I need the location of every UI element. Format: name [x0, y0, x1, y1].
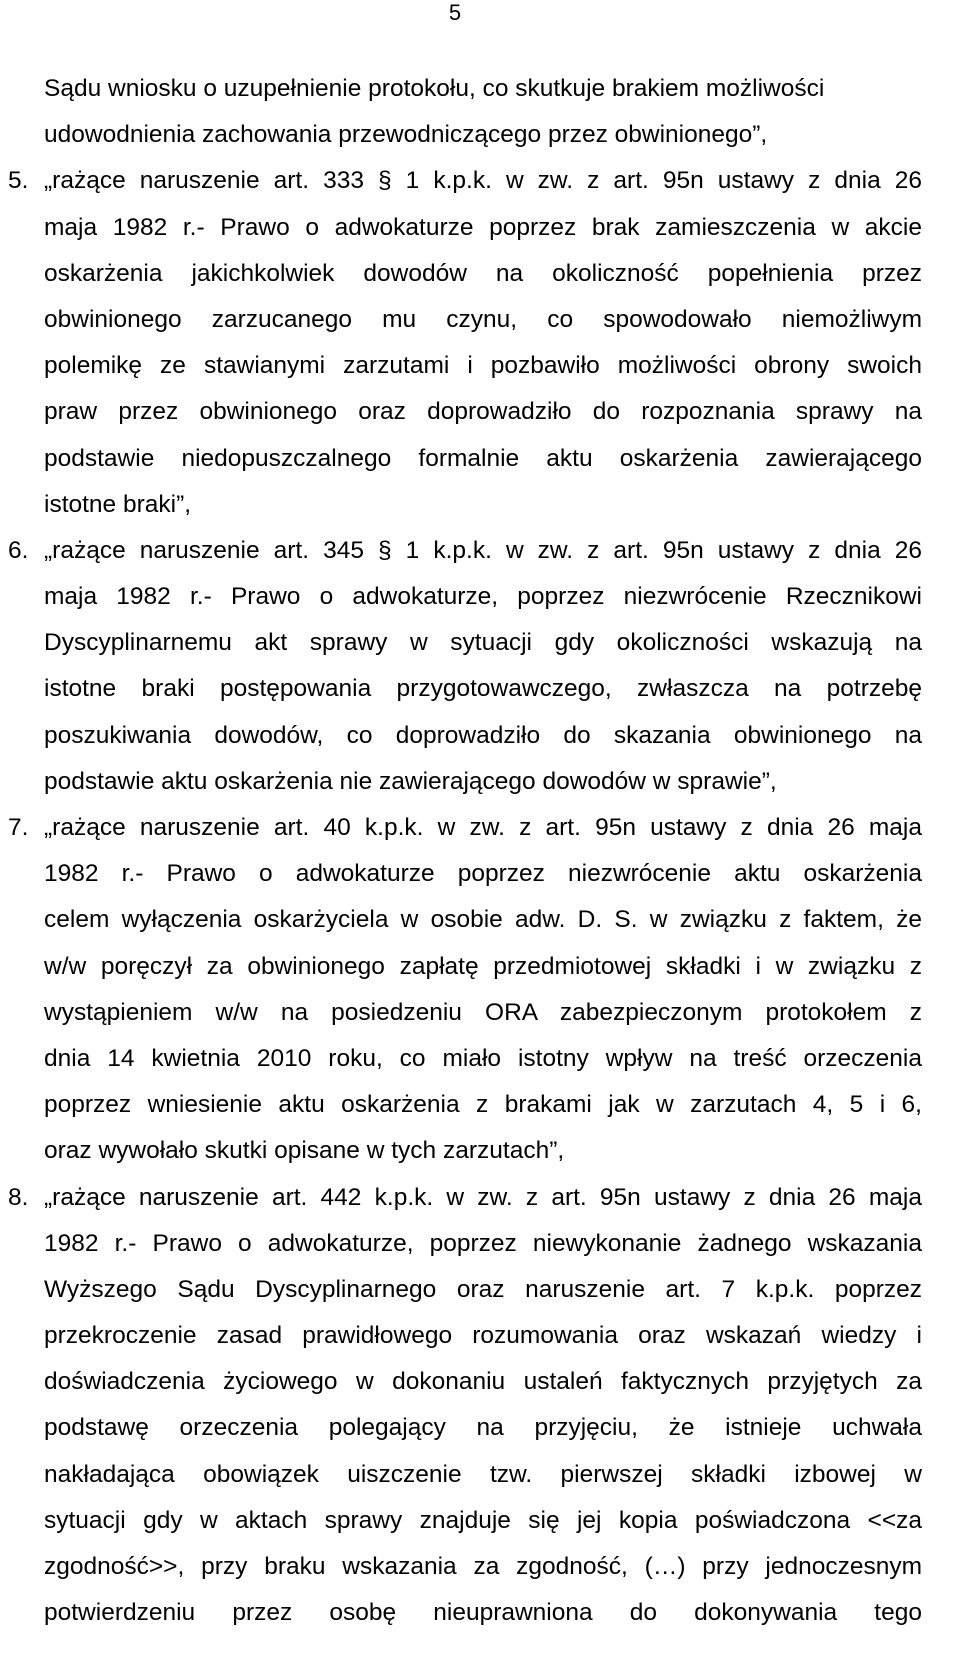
text-line [0, 1359, 960, 1405]
line-text: praw przez obwinionego oraz doprowadziło do rozpoznania sprawy na [44, 398, 922, 426]
text-line [0, 436, 960, 482]
line-text: Dyscyplinarnemu akt sprawy w sytuacji gdy okoliczności wskazują na [44, 629, 922, 657]
list-item-number: 6. [8, 536, 29, 564]
line-text: istotne braki postępowania przygotowawczego, zwłaszcza na potrzebę [44, 675, 922, 703]
text-line [0, 482, 960, 528]
line-text: maja 1982 r.- Prawo o adwokaturze poprzez brak zamieszczenia w akcie [44, 213, 922, 241]
text-line [0, 990, 960, 1036]
line-text: wystąpieniem w/w na posiedzeniu ORA zabezpieczonym protokołem z [44, 998, 922, 1026]
line-text: udowodnienia zachowania przewodniczącego przez obwinionego”, [44, 121, 768, 149]
line-text: oraz wywołało skutki opisane w tych zarzutach”, [44, 1137, 565, 1165]
text-line [0, 1590, 960, 1636]
line-text: poprzez wniesienie aktu oskarżenia z brakami jak w zarzutach 4, 5 i 6, [44, 1091, 922, 1119]
line-text: istotne braki”, [44, 490, 192, 518]
text-line [0, 713, 960, 759]
line-text: poszukiwania dowodów, co doprowadziło do skazania obwinionego na [44, 721, 922, 749]
text-line [0, 574, 960, 620]
text-line [0, 1175, 960, 1221]
line-text: dnia 14 kwietnia 2010 roku, co miało istotny wpływ na treść orzeczenia [44, 1044, 922, 1072]
line-text: obwinionego zarzucanego mu czynu, co spowodowało niemożliwym [44, 305, 922, 333]
text-line [0, 389, 960, 435]
text-line [0, 66, 960, 112]
line-text: podstawie niedopuszczalnego formalnie aktu oskarżenia zawierającego [44, 444, 922, 472]
line-text: 1982 r.- Prawo o adwokaturze poprzez niezwrócenie aktu oskarżenia [44, 860, 922, 888]
text-line [0, 944, 960, 990]
text-line [0, 805, 960, 851]
line-text: oskarżenia jakichkolwiek dowodów na okoliczność popełnienia przez [44, 259, 922, 287]
line-text: celem wyłączenia oskarżyciela w osobie adw. D. S. w związku z faktem, że [44, 906, 922, 934]
line-text: „rażące naruszenie art. 345 § 1 k.p.k. w zw. z art. 95n ustawy z dnia 26 [44, 536, 922, 564]
document-body [0, 66, 960, 1636]
line-text: Sądu wniosku o uzupełnienie protokołu, co skutkuje brakiem możliwości [44, 75, 825, 102]
line-text: Wyższego Sądu Dyscyplinarnego oraz naruszenie art. 7 k.p.k. poprzez [44, 1275, 922, 1303]
line-text: nakładająca obowiązek uiszczenie tzw. pierwszej składki izbowej w [44, 1460, 922, 1488]
line-text: podstawę orzeczenia polegający na przyjęciu, że istnieje uchwała [44, 1414, 922, 1442]
text-line [0, 759, 960, 805]
text-line [0, 158, 960, 204]
page-number: 5 [448, 0, 462, 25]
text-line [0, 343, 960, 389]
text-line [0, 1267, 960, 1313]
text-line [0, 620, 960, 666]
text-line [0, 1405, 960, 1451]
text-line [0, 1452, 960, 1498]
line-text: polemikę ze stawianymi zarzutami i pozbawiło możliwości obrony swoich [44, 352, 922, 380]
text-line [0, 897, 960, 943]
text-line [0, 851, 960, 897]
text-line [0, 251, 960, 297]
line-text: 1982 r.- Prawo o adwokaturze, poprzez niewykonanie żadnego wskazania [44, 1229, 922, 1257]
text-line [0, 112, 960, 158]
line-text: „rażące naruszenie art. 333 § 1 k.p.k. w zw. z art. 95n ustawy z dnia 26 [44, 167, 922, 195]
text-line [0, 1036, 960, 1082]
text-line [0, 1082, 960, 1128]
list-item-number: 8. [8, 1183, 29, 1211]
line-text: sytuacji gdy w aktach sprawy znajduje się jej kopia poświadczona <<za [44, 1506, 922, 1534]
line-text: w/w poręczył za obwinionego zapłatę przedmiotowej składki i w związku z [44, 952, 922, 980]
text-line [0, 1498, 960, 1544]
list-item-number: 7. [8, 814, 29, 841]
line-text: doświadczenia życiowego w dokonaniu ustaleń faktycznych przyjętych za [44, 1368, 922, 1396]
line-text: „rażące naruszenie art. 40 k.p.k. w zw. z art. 95n ustawy z dnia 26 maja [44, 814, 922, 841]
line-text: zgodność>>, przy braku wskazania za zgodność, (…) przy jednoczesnym [44, 1553, 922, 1580]
text-line [0, 205, 960, 251]
text-line [0, 297, 960, 343]
line-text: potwierdzeniu przez osobę nieuprawniona do dokonywania tego [44, 1599, 922, 1627]
line-text: przekroczenie zasad prawidłowego rozumowania oraz wskazań wiedzy i [44, 1322, 922, 1350]
list-item-number: 5. [8, 167, 29, 195]
text-line [0, 528, 960, 574]
line-text: maja 1982 r.- Prawo o adwokaturze, poprzez niezwrócenie Rzecznikowi [44, 583, 922, 611]
text-line [0, 666, 960, 712]
line-text: podstawie aktu oskarżenia nie zawierającego dowodów w sprawie”, [44, 767, 777, 795]
text-line [0, 1221, 960, 1267]
text-line [0, 1544, 960, 1590]
text-line [0, 1128, 960, 1174]
text-line [0, 1313, 960, 1359]
line-text: „rażące naruszenie art. 442 k.p.k. w zw. z art. 95n ustawy z dnia 26 maja [44, 1183, 922, 1211]
